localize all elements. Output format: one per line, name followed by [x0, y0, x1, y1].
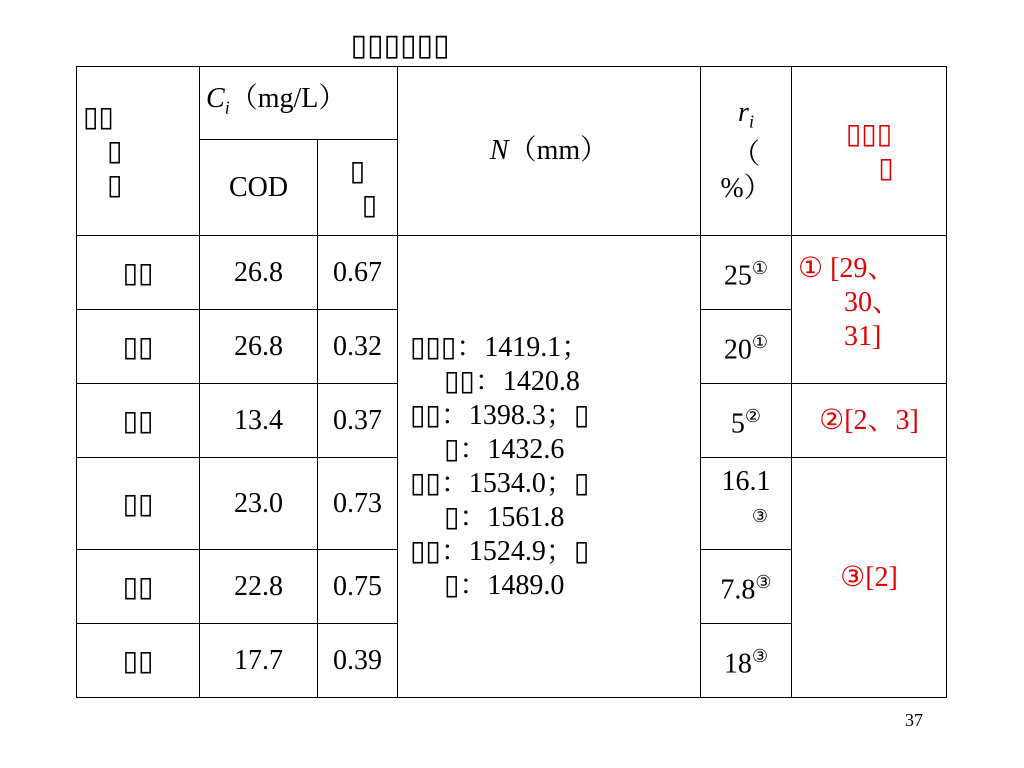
header-category-line: ▯ [107, 134, 123, 167]
header-ammonia [318, 140, 398, 236]
ri-unit-line: （ [731, 139, 760, 171]
cod-value: 22.8 [200, 550, 318, 624]
header-source-line: ▯ [878, 151, 894, 184]
ri-symbol: r [738, 96, 749, 128]
cod-value: 23.0 [200, 458, 318, 550]
ci-symbol: C [206, 82, 225, 114]
ri-value [701, 624, 792, 698]
ci-subscript: i [224, 97, 230, 118]
cod-value: 13.4 [200, 384, 318, 458]
data-table [76, 66, 947, 698]
ri-number: 16.1 [721, 466, 771, 498]
source-line: 31] [844, 321, 882, 352]
rainfall-cell [398, 236, 701, 698]
ri-subscript: i [748, 111, 754, 132]
ammonia-value: 0.37 [318, 384, 398, 458]
ri-footnote-mark: ① [751, 332, 769, 353]
header-ammonia-line: ▯ [361, 187, 378, 221]
ri-number: 18 [723, 648, 752, 680]
ammonia-value: 0.73 [318, 458, 398, 550]
header-category-line: ▯▯ [83, 100, 114, 133]
header-source [792, 67, 947, 236]
ammonia-value: 0.39 [318, 624, 398, 698]
rainfall-line: ▯▯：1420.8 [444, 365, 580, 397]
ri-number: 20 [723, 334, 752, 366]
source-line: ① [29、 [798, 253, 896, 284]
cod-value: 17.7 [200, 624, 318, 698]
rainfall-line: ▯：1561.8 [444, 501, 565, 533]
rainfall-line: ▯：1432.6 [444, 433, 565, 465]
header-category-line: ▯ [107, 168, 123, 201]
ci-unit: （mg/L） [229, 82, 347, 114]
rainfall-line: ▯▯▯：1419.1； [410, 331, 590, 363]
ri-number: 5 [730, 408, 745, 440]
cod-value: 26.8 [200, 236, 318, 310]
table-row [77, 236, 947, 310]
ammonia-value: 0.75 [318, 550, 398, 624]
ri-value [701, 384, 792, 458]
header-source-line: ▯▯▯ [845, 117, 893, 150]
header-ci [200, 67, 398, 140]
ri-footnote-mark: ② [744, 406, 762, 427]
page-title: ▯▯▯▯▯▯ [350, 28, 450, 63]
header-land-category [77, 67, 200, 236]
source-line: 30、 [844, 287, 901, 318]
source-cell-2: ②[2、3] [792, 384, 947, 458]
header-row-1 [77, 67, 947, 140]
ri-footnote-mark: ① [751, 258, 769, 279]
header-ammonia-line: ▯ [349, 153, 366, 187]
cod-value: 26.8 [200, 310, 318, 384]
ri-value [701, 550, 792, 624]
land-type: ▯▯ [77, 236, 200, 310]
rainfall-line: ▯▯：1524.9；▯ [410, 535, 590, 567]
land-type: ▯▯ [77, 550, 200, 624]
ri-number: 25 [723, 260, 752, 292]
header-ri [701, 67, 792, 236]
land-type: ▯▯ [77, 384, 200, 458]
n-unit: （mm） [508, 135, 609, 166]
source-cell-3: ③[2] [792, 458, 947, 698]
ri-footnote-mark: ③ [751, 646, 769, 667]
land-type: ▯▯ [77, 310, 200, 384]
header-n [398, 67, 701, 236]
ri-value [701, 310, 792, 384]
page-number: 37 [905, 710, 923, 730]
source-cell-1 [792, 236, 947, 384]
rainfall-line: ▯▯：1534.0；▯ [410, 467, 590, 499]
ri-unit-line: %） [720, 173, 772, 205]
land-type: ▯▯ [77, 458, 200, 550]
land-type: ▯▯ [77, 624, 200, 698]
header-cod: COD [200, 140, 318, 236]
rainfall-line: ▯▯：1398.3；▯ [410, 399, 590, 431]
ri-footnote-mark: ③ [751, 506, 769, 527]
ammonia-value: 0.67 [318, 236, 398, 310]
ri-value [701, 236, 792, 310]
ammonia-value: 0.32 [318, 310, 398, 384]
ri-value [701, 458, 792, 550]
ri-number: 7.8 [720, 574, 756, 606]
rainfall-line: ▯：1489.0 [444, 569, 565, 601]
ri-footnote-mark: ③ [755, 572, 772, 593]
n-symbol: N [489, 135, 509, 166]
